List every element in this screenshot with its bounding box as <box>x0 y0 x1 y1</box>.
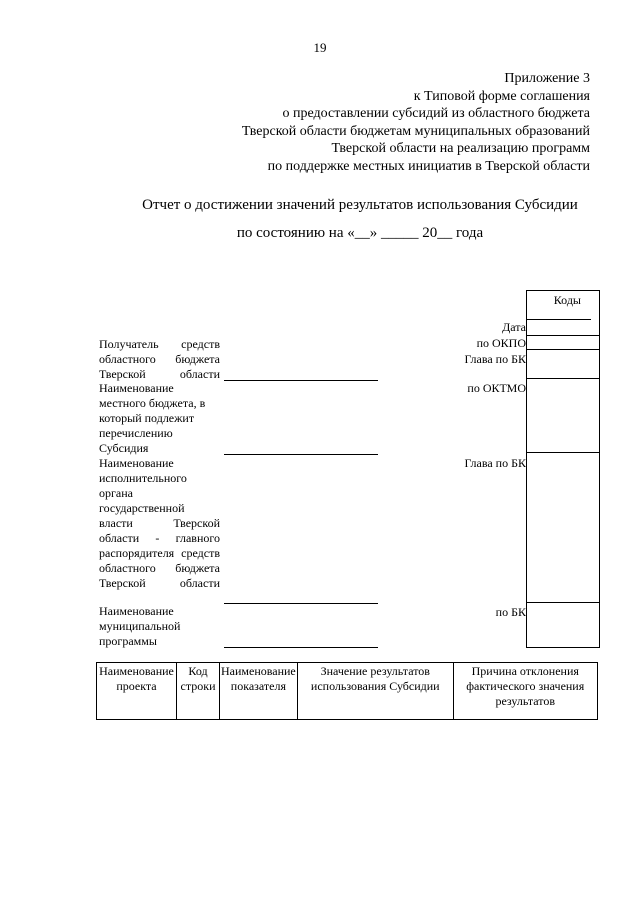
appendix-line: о предоставлении субсидий из областного бюджета <box>282 106 590 122</box>
program-underline <box>224 647 378 648</box>
code-cell-okpo[interactable] <box>527 336 599 350</box>
local-budget-label: Наименование местного бюджета, в который подлежит перечислению Субсидия <box>99 381 206 455</box>
oktmo-label: по ОКТМО <box>467 381 526 395</box>
recipient-underline <box>224 380 378 381</box>
header-project-name: Наименование проекта <box>97 663 177 720</box>
appendix-line: по поддержке местных инициатив в Тверской области <box>267 158 590 174</box>
program-label: Наименование муниципальной программы <box>99 604 181 648</box>
appendix-line: Тверской области на реализацию программ <box>331 141 590 157</box>
header-deviation-reason: Причина отклонения фактического значения результатов <box>453 663 597 720</box>
executive-body-underline <box>224 603 378 604</box>
code-cell-glava-bk-2[interactable] <box>527 453 599 603</box>
date-label: Дата <box>502 320 526 334</box>
header-result-value: Значение результатов использования Субсидии <box>297 663 453 720</box>
appendix-block <box>242 70 590 176</box>
codes-column <box>526 290 600 648</box>
appendix-line: Тверской области бюджетам муниципальных образований <box>241 123 590 139</box>
table-header-row <box>97 663 598 720</box>
report-date-line: по состоянию на «__» _____ 20__ года <box>236 225 484 241</box>
header-row-code: Код строки <box>177 663 220 720</box>
appendix-line: Приложение 3 <box>504 71 590 86</box>
code-cell-po-bk[interactable] <box>527 603 599 647</box>
local-budget-underline <box>224 454 378 455</box>
okpo-label: по ОКПО <box>476 336 526 350</box>
page-number: 19 <box>313 40 327 55</box>
code-cell-glava-bk[interactable] <box>527 350 599 379</box>
appendix-line: к Типовой форме соглашения <box>413 88 590 104</box>
po-bk-label: по БК <box>495 605 526 619</box>
code-cell-oktmo[interactable] <box>527 379 599 453</box>
report-title: Отчет о достижении значений результатов использования Субсидии <box>142 197 578 213</box>
glava-bk-label: Глава по БК <box>464 352 526 366</box>
glava-bk-label-2: Глава по БК <box>464 456 526 470</box>
recipient-label: Получатель средств областного бюджета Тверской области <box>99 337 220 381</box>
results-table <box>96 662 598 720</box>
executive-body-label: Наименование исполнительного органа государственной власти Тверской области - главного распорядителя средств областного бюджета Тверской области <box>99 456 220 590</box>
code-cell-date[interactable] <box>527 320 599 336</box>
header-indicator-name: Наименование показателя <box>220 663 298 720</box>
codes-header: Коды <box>527 291 591 320</box>
